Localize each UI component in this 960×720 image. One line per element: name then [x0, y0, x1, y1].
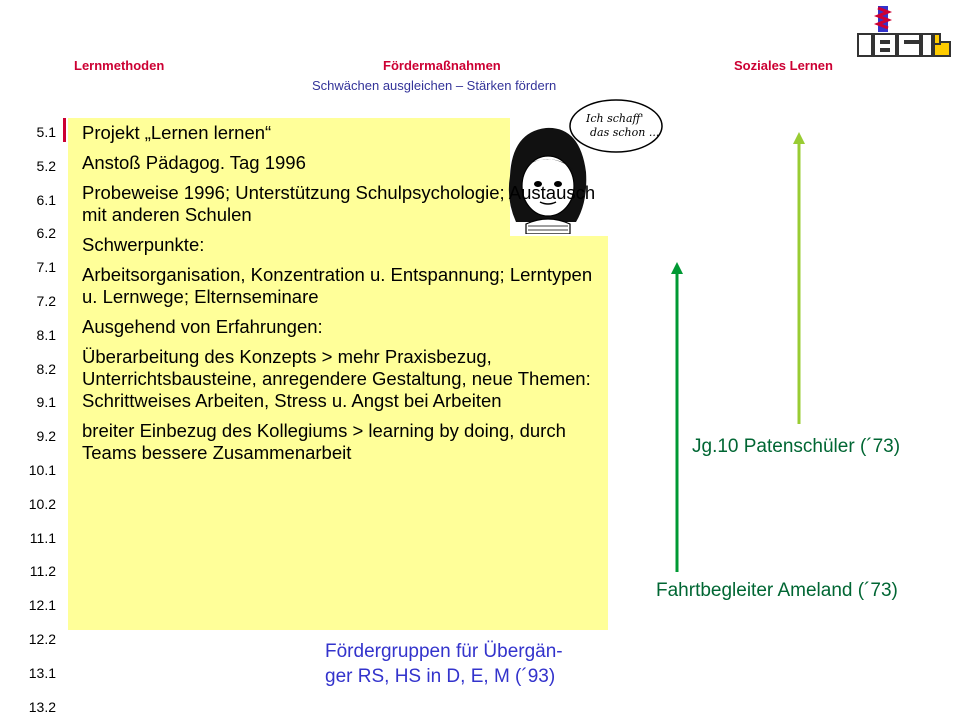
header-lernmethoden: Lernmethoden [74, 58, 165, 73]
project-text [82, 122, 607, 472]
foerdergruppen-line-2: ger RS, HS in D, E, M (´93) [325, 666, 556, 687]
grade-label: 12.1 [28, 597, 56, 614]
subtitle: Schwächen ausgleichen – Stärken fördern [312, 78, 557, 93]
grade-label: 13.1 [28, 664, 56, 681]
speech-line-2: das schon ... [590, 126, 660, 139]
grade-label: 8.2 [36, 360, 56, 377]
project-trial: Probeweise 1996; Unterstützung Schulpsychologie; Austausch mit anderen Schulen [82, 182, 596, 225]
grade-label: 8.1 [36, 326, 56, 343]
grade-label: 13.2 [28, 698, 56, 715]
project-origin: Anstoß Pädagog. Tag 1996 [82, 152, 306, 173]
grade-label: 7.1 [36, 259, 56, 276]
grade-label: 10.2 [28, 495, 56, 512]
grade-label: 9.2 [36, 428, 56, 445]
focus-heading: Schwerpunkte: [82, 234, 205, 255]
foerdergruppen-line-1: Fördergruppen für Übergän- [325, 641, 563, 662]
project-title: Projekt „Lernen lernen“ [82, 122, 272, 143]
involvement-text: breiter Einbezug des Kollegiums > learning by doing, durch Teams bessere Zusammenarbeit [82, 420, 566, 463]
label-patenschueler: Jg.10 Patenschüler (´73) [692, 436, 901, 457]
grade-label: 5.2 [36, 157, 56, 174]
grade-label: 6.1 [36, 191, 56, 208]
header-soziales-lernen: Soziales Lernen [734, 58, 833, 73]
grade-label: 6.2 [36, 225, 56, 242]
grade-label: 11.1 [29, 529, 56, 546]
school-logo-icon [856, 4, 952, 60]
grade-label: 9.1 [36, 394, 56, 411]
grade-label: 10.1 [28, 462, 56, 478]
grade-label: 5.1 [36, 124, 56, 140]
experience-heading: Ausgehend von Erfahrungen: [82, 316, 323, 337]
grade-label: 7.2 [36, 293, 56, 309]
arrow-up-lime-green-icon [791, 132, 807, 424]
grade-label: 11.2 [29, 563, 56, 580]
grade-label: 12.2 [28, 631, 56, 647]
header-foerdermassnahmen: Fördermaßnahmen [383, 58, 501, 73]
focus-text: Arbeitsorganisation, Konzentration u. Entspannung; Lerntypen u. Lernwege; Elternseminare [82, 264, 593, 307]
revision-text: Überarbeitung des Konzepts > mehr Praxisbezug, Unterrichtsbausteine, anregendere Gestaltung, neue Themen: Schrittweises Arbeiten, Stress u. Angst bei Arbeiten [82, 346, 591, 411]
foerdergruppen-text [325, 639, 563, 689]
arrow-up-dark-green-icon [669, 262, 685, 572]
current-grade-marker [63, 118, 66, 142]
speech-line-1: Ich schaff' [586, 112, 644, 125]
label-fahrtbegleiter: Fahrtbegleiter Ameland (´73) [656, 580, 898, 601]
